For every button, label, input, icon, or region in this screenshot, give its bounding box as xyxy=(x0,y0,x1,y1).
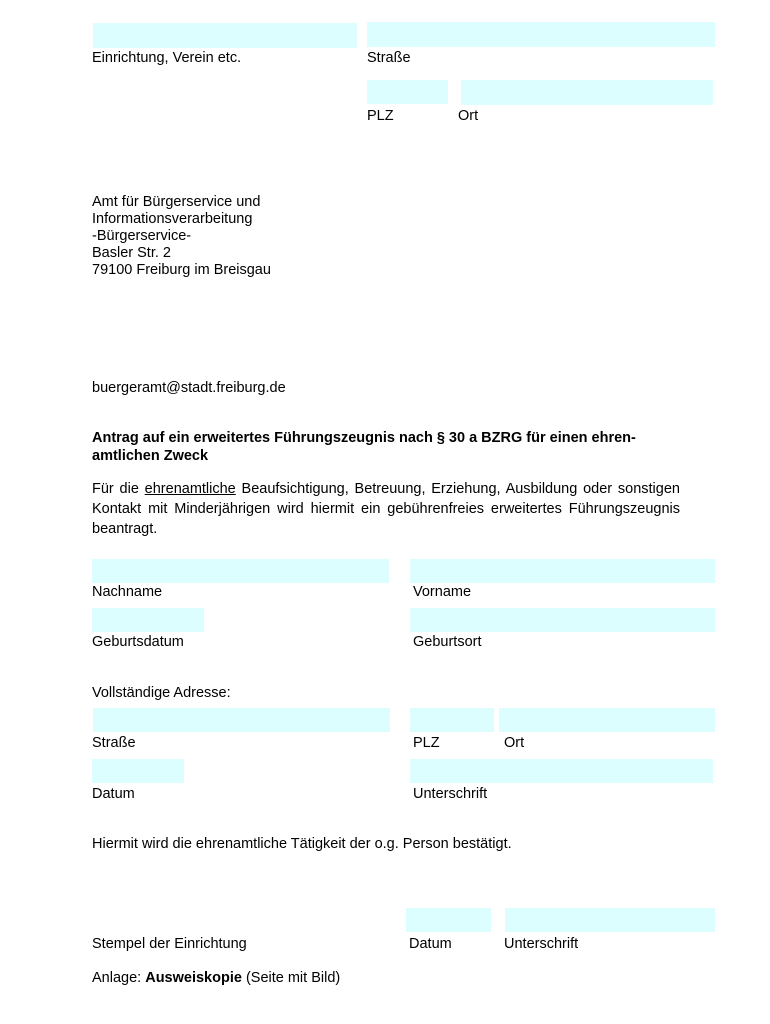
street-label: Straße xyxy=(92,735,136,751)
organization-plz-label: PLZ xyxy=(367,108,394,124)
birthplace-label: Geburtsort xyxy=(413,634,482,650)
birthdate-label: Geburtsdatum xyxy=(92,634,184,650)
org-date-input[interactable] xyxy=(406,908,491,932)
organization-street-label: Straße xyxy=(367,50,411,66)
org-signature-input[interactable] xyxy=(505,908,715,932)
intro-after: Beaufsichtigung, Betreuung, Erziehung, Ausbildung oder sonstigen Kontakt mit Minderjährigen wird hiermit ein gebührenfreies erweitertes Führungszeugnis beantragt. xyxy=(92,481,680,537)
organization-city-label: Ort xyxy=(458,108,479,124)
lastname-input[interactable] xyxy=(92,559,389,583)
date-label: Datum xyxy=(92,786,135,802)
intro-before: Für die xyxy=(92,481,145,497)
firstname-input[interactable] xyxy=(410,559,715,583)
lastname-label: Nachname xyxy=(92,584,163,600)
address-heading: Vollständige Adresse: xyxy=(92,685,231,701)
recipient-line: Basler Str. 2 xyxy=(92,245,171,261)
intro-paragraph xyxy=(92,479,680,539)
firstname-label: Vorname xyxy=(413,584,472,600)
recipient-email: buergeramt@stadt.freiburg.de xyxy=(92,380,286,396)
attachment-prefix: Anlage: xyxy=(92,970,146,986)
date-input[interactable] xyxy=(92,759,184,783)
recipient-address xyxy=(92,194,271,279)
org-date-label: Datum xyxy=(409,936,452,952)
organization-input[interactable] xyxy=(93,23,357,48)
stamp-label: Stempel der Einrichtung xyxy=(92,936,247,952)
street-input[interactable] xyxy=(93,708,390,732)
recipient-line: Amt für Bürgerservice und xyxy=(92,194,261,210)
recipient-line: 79100 Freiburg im Breisgau xyxy=(92,262,271,278)
birthdate-input[interactable] xyxy=(92,608,204,632)
signature-input[interactable] xyxy=(410,759,713,783)
plz-label: PLZ xyxy=(413,735,440,751)
recipient-line: Informationsverarbeitung xyxy=(92,211,253,227)
recipient-line: -Bürgerservice- xyxy=(92,228,192,244)
plz-input[interactable] xyxy=(410,708,494,732)
organization-plz-input[interactable] xyxy=(367,80,448,104)
attachment-suffix: (Seite mit Bild) xyxy=(241,970,341,986)
signature-label: Unterschrift xyxy=(413,786,488,802)
organization-label: Einrichtung, Verein etc. xyxy=(92,50,242,66)
confirmation-text: Hiermit wird die ehrenamtliche Tätigkeit der o.g. Person bestätigt. xyxy=(92,836,512,852)
attachment-bold: Ausweiskopie xyxy=(145,970,242,986)
birthplace-input[interactable] xyxy=(410,608,715,632)
city-label: Ort xyxy=(504,735,525,751)
organization-street-input[interactable] xyxy=(367,22,715,47)
attachment-note xyxy=(92,969,340,987)
org-signature-label: Unterschrift xyxy=(504,936,579,952)
intro-underlined: ehrenamtliche xyxy=(144,481,236,497)
city-input[interactable] xyxy=(499,708,715,732)
document-title: Antrag auf ein erweitertes Führungszeugnis nach § 30 a BZRG für einen ehren-amtlichen Zweck xyxy=(92,430,636,464)
organization-city-input[interactable] xyxy=(461,80,713,105)
